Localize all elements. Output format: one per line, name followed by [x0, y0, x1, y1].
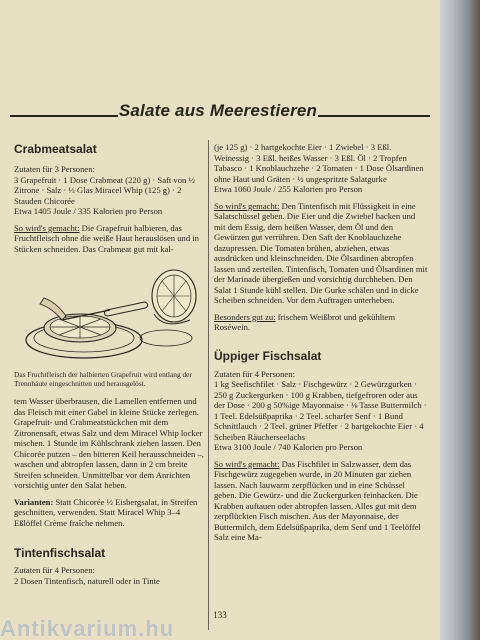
crabmeat-continuation: tem Wasser überbrausen, die Lamellen entfernen und das Fleisch mit einer Gabel in kleine Stücke zerlegen. Grapefruit- und Crabmeatstückchen mit dem Zitronensaft, etwas Salz und dem Miracel Whip locker mischen. 1 Stunde im Kühlschrank ziehen lassen. Den Chicorée putzen – den bitteren Keil herausschneiden –, waschen und abtropfen lassen, dann in 2 cm breite Streifen schneiden. Unmittelbar vor dem Anrichten vorsichtig unter den Salat heben.	[14, 396, 204, 490]
fischsalat-ingredients: 1 kg Seefischfilet · Salz · Fischgewürz · 2 Gewürzgurken · 250 g Zuckergurken · 100 g Krabben, tiefgefroren oder aus der Dose · 200 g 50%ige Mayonnaise · ⅛ Tasse Buttermilch · 1 Teel. Edelsüßpaprika · 2 Teel. scharfer Senf · 1 Bund Schnittlauch · 2 Teel. grüner Pfeffer · 2 hartgekochte Eier · 4 Scheiben Räucherseelachs	[214, 379, 427, 442]
crabmeat-howto	[14, 223, 206, 255]
tintenfisch-ingredients-intro: Zutaten für 4 Personen:	[14, 565, 95, 575]
crabmeat-variant-text: Statt Chicorée ½ Eisbergsalat, in Streifen geschnitten, verwenden. Statt Miracel Whip 3–4 Eßlöffel Crème fraîche nehmen.	[14, 496, 198, 528]
tintenfisch-howto	[214, 201, 428, 306]
left-column	[14, 142, 206, 586]
grapefruit-drawing	[14, 258, 206, 368]
crabmeat-energy: Etwa 1405 Joule / 335 Kalorien pro Person	[14, 206, 163, 216]
grapefruit-illustration	[14, 258, 206, 368]
crabmeat-ingredients-intro: Zutaten für 3 Personen:	[14, 164, 95, 174]
fischsalat-howto-label: So wird's gemacht:	[214, 458, 280, 469]
tintenfisch-energy: Etwa 1060 Joule / 255 Kalorien pro Person	[214, 184, 363, 194]
column-divider	[208, 140, 209, 630]
crabmeat-variant-label: Varianten:	[14, 496, 54, 507]
fischsalat-howto-text: Das Fischfilet in Salzwasser, dem das Fischgewürz zugegeben wurde, in 20 Minuten gar ziehen lassen. Nach lauwarm zerpflücken und in eine Schüssel geben. Die Gewürz- und die Zuckergurken feinhacken. Die Krabben auftauen oder abtropfen lassen. Alles gut mit dem zerpflückten Fisch mischen. Aus der Mayonnaise, der Buttermilch, dem Edelsüßpaprika, dem Senf und 1 Teelöffel Salz eine Ma-	[214, 458, 421, 542]
tintenfisch-howto-text: Den Tintenfisch mit Flüssigkeit in eine Salatschüssel geben. Die Eier und die Zwiebel hacken und mit dem Essig, dem heißen Wasser, dem Öl und den Gewürzen gut verrühren. Den Saft der Knoblauchzehe dazupressen. Die Tomaten brühen, abziehen, etwas ausdrücken und kleinschneiden. Die Ölsardinen abtropfen lassen und zerteilen. Tintenfisch, Tomaten und Ölsardinen mit der Marinade übergießen und vorsichtig durchheben. Den Salat 1 Stunde kühl stellen. Die Gurke schälen und in dicke Scheiben schneiden. Vor dem Auftragen unterheben.	[214, 200, 428, 305]
fischsalat-howto	[214, 459, 428, 543]
tintenfisch-tip-label: Besonders gut zu:	[214, 311, 276, 322]
fischsalat-title: Üppiger Fischsalat	[214, 348, 322, 363]
crabmeat-title: Crabmeatsalat	[14, 142, 97, 156]
tintenfisch-ingredients-cont: (je 125 g) · 2 hartgekochte Eier · 1 Zwiebel · 3 Eßl. Weinessig · 3 Eßl. heißes Wasser · 3 Eßl. Öl · 2 Tropfen Tabasco · 1 Knoblauchzehe · 2 Tomaten · 1 Dose Ölsardinen ohne Haut und Gräten · ½ ungespritzte Salatgurke	[214, 142, 424, 184]
tintenfisch-tip	[214, 312, 428, 333]
tintenfisch-ingredients-start: 2 Dosen Tintenfisch, naturell oder in Tinte	[14, 575, 160, 586]
crabmeat-howto-label: So wird's gemacht:	[14, 222, 80, 233]
page-number: 133	[213, 610, 227, 620]
page-title: Salate aus Meerestieren	[118, 101, 318, 120]
fischsalat-energy: Etwa 3100 Joule / 740 Kalorien pro Person	[214, 442, 363, 452]
crabmeat-howto-text: Die Grapefruit halbieren, das Fruchtfleisch ohne die weiße Haut herauslösen und in Stücken schneiden. Das Crabmeat gut mit kal-	[14, 222, 199, 254]
tintenfisch-tip-text: frischem Weißbrot und gekühltem Roséwein.	[214, 311, 396, 332]
illustration-caption: Das Fruchtfleisch der halbierten Grapefruit wird entlang der Trennhäute eingeschnitten und herausgelöst.	[14, 370, 192, 388]
tintenfisch-howto-label: So wird's gemacht:	[214, 200, 280, 211]
watermark: Antikvarium.hu	[0, 618, 175, 640]
binder-edge	[440, 0, 480, 640]
crabmeat-ingredients: 3 Grapefruit · 1 Dose Crabmeat (220 g) · Saft von ½ Zitrone · Salz · ⅓ Glas Miracel Whip (125 g) · 2 Stauden Chicorée	[14, 174, 195, 206]
right-column	[214, 142, 428, 543]
crabmeat-variants	[14, 497, 206, 529]
fischsalat-ingredients-intro: Zutaten für 4 Personen:	[214, 368, 295, 379]
page-header	[0, 98, 440, 132]
tintenfisch-title: Tintenfischsalat	[14, 546, 106, 560]
